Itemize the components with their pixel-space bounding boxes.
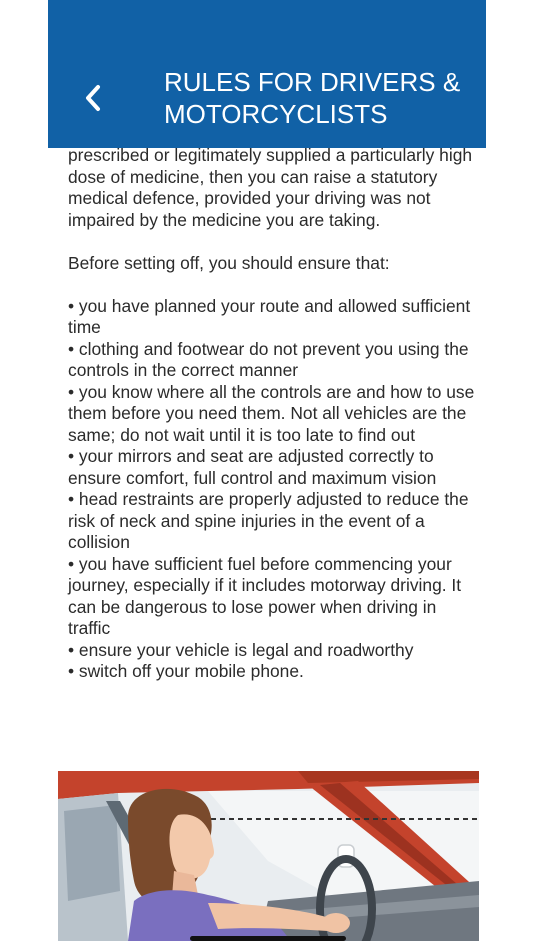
list-item: • your mirrors and seat are adjusted correctly to ensure comfort, full control and maximum vision bbox=[68, 446, 478, 489]
list-item: • you have planned your route and allowed sufficient time bbox=[68, 296, 478, 339]
list-item: • head restraints are properly adjusted to reduce the risk of neck and spine injuries in the event of a collision bbox=[68, 489, 478, 554]
intro-paragraph: prescribed or legitimately supplied a particularly high dose of medicine, then you can raise a statutory medical defence, provided your driving was not impaired by the medicine you are taking. bbox=[68, 145, 473, 230]
list-item: • switch off your mobile phone. bbox=[68, 661, 478, 683]
page-title: RULES FOR DRIVERS & MOTORCYCLISTS bbox=[164, 67, 461, 129]
list-item: • clothing and footwear do not prevent you using the controls in the correct manner bbox=[68, 339, 478, 382]
driver-illustration bbox=[58, 771, 479, 941]
lead-paragraph: Before setting off, you should ensure that: bbox=[68, 252, 390, 273]
list-item: • ensure your vehicle is legal and roadworthy bbox=[68, 640, 478, 662]
home-indicator bbox=[190, 936, 346, 941]
chevron-left-icon bbox=[82, 83, 104, 113]
list-item: • you have sufficient fuel before commencing your journey, especially if it includes motorway driving. It can be dangerous to lose power when driving in traffic bbox=[68, 554, 478, 640]
back-button[interactable] bbox=[76, 78, 110, 118]
list-item: • you know where all the controls are and how to use them before you need them. Not all vehicles are the same; do not wait until it is too late to find out bbox=[68, 382, 478, 447]
article-body bbox=[68, 145, 478, 683]
app-header bbox=[48, 0, 486, 148]
